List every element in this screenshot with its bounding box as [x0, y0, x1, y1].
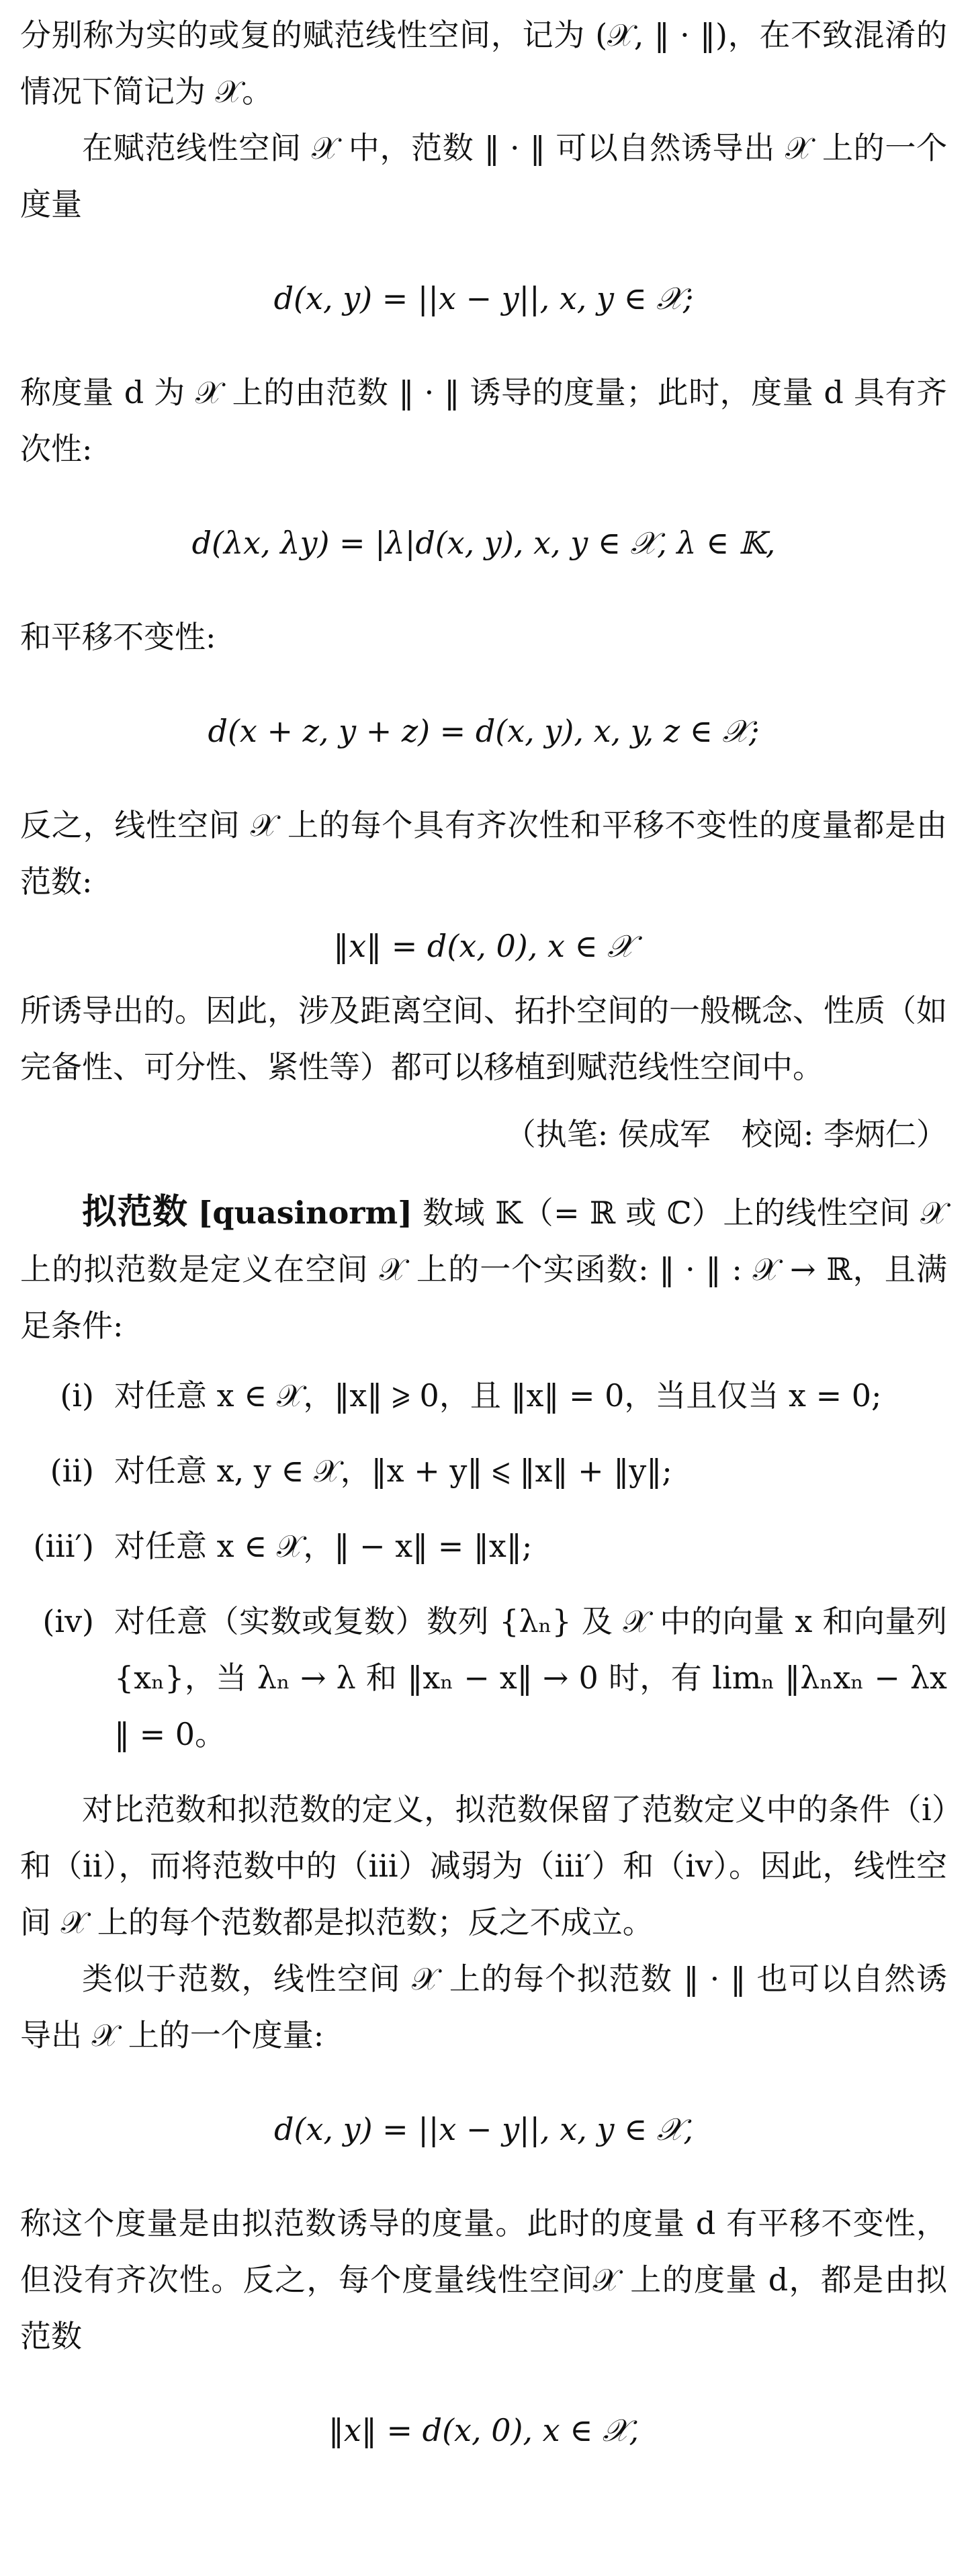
equation-quasinorm-metric: d(x, y) = ||x − y||, x, y ∈ 𝒳, [274, 2111, 693, 2147]
entry-english-term: [quasinorm] [197, 1195, 412, 1231]
list-item [20, 1443, 947, 1499]
equation-metric: d(x, y) = ||x − y||, x, y ∈ 𝒳; [273, 280, 694, 316]
paragraph-converse: 反之，线性空间 𝒳 上的每个具有齐次性和平移不变性的度量都是由范数: [20, 807, 947, 900]
paragraph-induced-metric: 在赋范线性空间 𝒳 中，范数 ‖ · ‖ 可以自然诱导出 𝒳 上的一个度量 [20, 130, 947, 222]
entry-quasinorm [20, 1184, 947, 1354]
list-item-text: 对任意 x ∈ 𝒳，‖x‖ ⩾ 0，且 ‖x‖ = 0，当且仅当 x = 0; [114, 1377, 882, 1414]
list-item-text: 对任意（实数或复数）数列 {λₙ} 及 𝒳 中的向量 x 和向量列 {xₙ}，当 λₙ → λ 和 ‖xₙ − x‖ → 0 时，有 limₙ ‖λₙxₙ − λx‖ = 0。 [114, 1603, 947, 1752]
paragraph-translation: 和平移不变性: [20, 619, 216, 655]
paragraph-quasinorm-converse: 称这个度量是由拟范数诱导的度量。此时的度量 d 有平移不变性，但没有齐次性。反之，每个度量线性空间𝒳 上的度量 d，都是由拟范数 [20, 2205, 947, 2354]
list-item [20, 1518, 947, 1574]
equation-quasinorm-from-metric: ‖x‖ = d(x, 0), x ∈ 𝒳, [328, 2412, 639, 2448]
equation-norm-from-metric: ‖x‖ = d(x, 0), x ∈ 𝒳 [333, 928, 634, 964]
entry-title: 拟范数 [82, 1192, 188, 1232]
paragraph-normed-space-def: 分别称为实的或复的赋范线性空间，记为 (𝒳, ‖ · ‖)，在不致混淆的情况下简记为 𝒳。 [20, 17, 947, 110]
list-item [20, 1593, 947, 1762]
paragraph-comparison: 对比范数和拟范数的定义，拟范数保留了范数定义中的条件（i）和（ii），而将范数中的（iii）减弱为（iii′）和（iv）。因此，线性空间 𝒳 上的每个范数都是拟范数；反之不成立。 [20, 1791, 947, 1940]
list-item [20, 1367, 947, 1424]
list-item-number: (iv) [42, 1603, 94, 1639]
equation-translation-invariance: d(x + z, y + z) = d(x, y), x, y, z ∈ 𝒳; [208, 713, 760, 749]
entry-intro: 数域 𝕂（= ℝ 或 ℂ）上的线性空间 𝒳 上的拟范数是定义在空间 𝒳 上的一个实函数: ‖ · ‖ : 𝒳 → ℝ，且满足条件: [20, 1195, 947, 1344]
list-item-text: 对任意 x ∈ 𝒳，‖ − x‖ = ‖x‖; [114, 1528, 533, 1564]
signature: （执笔: 侯成军 校阅: 李炳仁） [504, 1116, 947, 1152]
conditions-list [20, 1367, 947, 1762]
list-item-text: 对任意 x, y ∈ 𝒳，‖x + y‖ ⩽ ‖x‖ + ‖y‖; [114, 1453, 672, 1489]
list-item-number: (i) [60, 1377, 94, 1414]
paragraph-homogeneity: 称度量 d 为 𝒳 上的由范数 ‖ · ‖ 诱导的度量；此时，度量 d 具有齐次性: [20, 374, 947, 467]
paragraph-consequence: 所诱导出的。因此，涉及距离空间、拓扑空间的一般概念、性质（如完备性、可分性、紧性等）都可以移植到赋范线性空间中。 [20, 992, 947, 1085]
equation-homogeneity: d(λx, λy) = |λ|d(x, y), x, y ∈ 𝒳, λ ∈ 𝕂, [191, 525, 776, 561]
paragraph-quasinorm-metric: 类似于范数，线性空间 𝒳 上的每个拟范数 ‖ · ‖ 也可以自然诱导出 𝒳 上的一个度量: [20, 1961, 947, 2053]
list-item-number: (ii) [50, 1453, 94, 1489]
list-item-number: (iii′) [33, 1528, 94, 1564]
document-page [0, 7, 974, 2576]
